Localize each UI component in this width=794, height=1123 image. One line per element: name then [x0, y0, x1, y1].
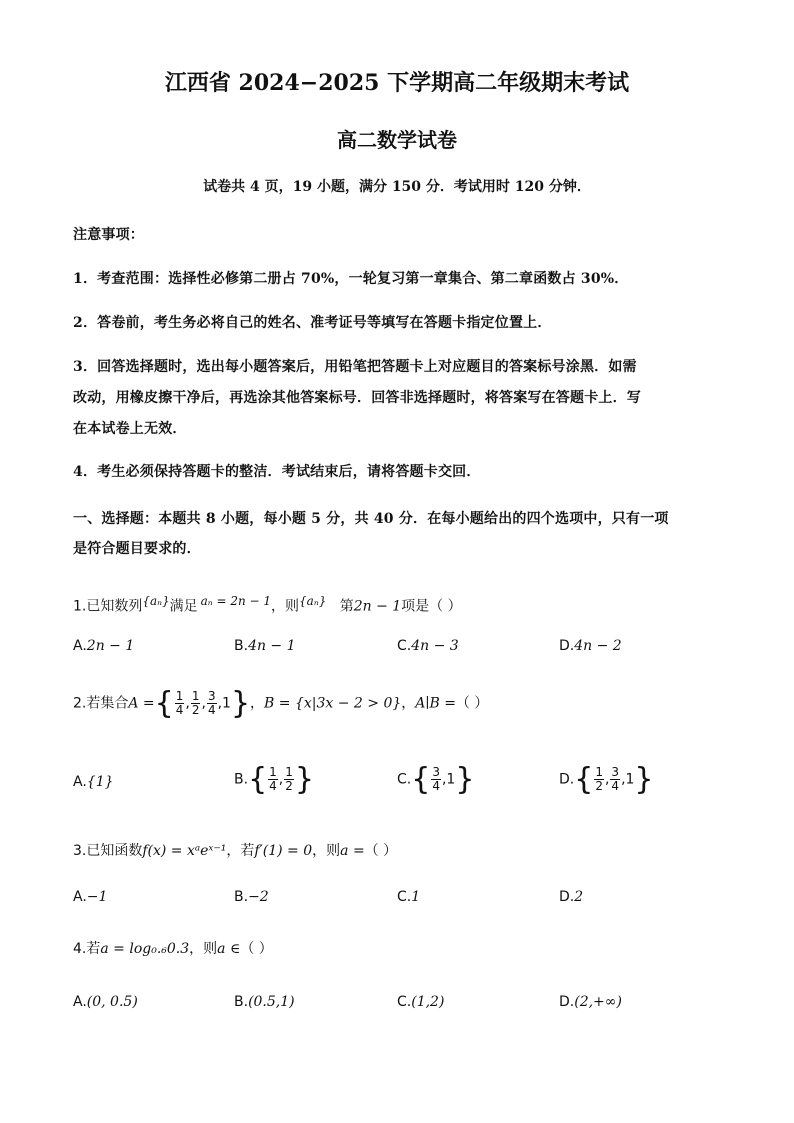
section-1-heading-line-1: 一、选择题：本题共 8 小题，每小题 5 分，共 40 分．在每小题给出的四个选项中，只有一项 [73, 511, 669, 527]
q2-option-d[interactable] [559, 762, 654, 797]
comma: , [278, 771, 284, 788]
question-3 [73, 840, 397, 860]
option-letter: C. [397, 889, 412, 905]
q4-option-b[interactable] [234, 994, 295, 1010]
q3-option-a[interactable] [73, 889, 107, 905]
q4-text-end: （ ） [240, 941, 273, 957]
q3-text-3: ，则 [312, 843, 341, 859]
fraction-1-2: $\frac{1}{2}$ [191, 689, 200, 717]
q4-option-c[interactable] [397, 994, 444, 1010]
q2-option-b[interactable] [234, 762, 314, 797]
q3-variable: a = [340, 843, 365, 859]
q2-sep-1: ， [250, 695, 265, 712]
brace-close: } [455, 762, 475, 797]
brace-close: } [230, 686, 251, 721]
q2-text-1: 2.若集合 [73, 695, 129, 712]
option-letter: D. [559, 638, 575, 654]
brace-open: { [574, 762, 594, 797]
option-value: (0, 0.5) [86, 994, 138, 1010]
q1-text-2: 满足 [169, 598, 198, 615]
brace-close: } [634, 762, 654, 797]
option-value: (1,2) [411, 994, 445, 1010]
fraction-1-2: $\frac{1}{2}$ [285, 765, 293, 793]
brace-open: { [248, 762, 268, 797]
option-value: 4n − 2 [574, 638, 622, 654]
option-letter: B. [234, 638, 249, 654]
option-letter: A. [73, 774, 87, 790]
q2-set-b: B = {x|3x − 2 > 0} [264, 695, 402, 712]
fraction-3-4: $\frac{3}{4}$ [432, 765, 440, 793]
q1-sequence-2: {aₙ} [299, 594, 327, 608]
comma: , [604, 771, 610, 788]
exam-subtitle: 高二数学试卷 [337, 128, 457, 152]
q1-option-b[interactable] [234, 638, 296, 654]
option-value: −1 [86, 889, 108, 905]
question-2: 2.若集合A ={ $\frac{1}{4}$ , $\frac{1}{2}$ , $\frac{3}{4}$ ,1}，B = {x|3x − 2 > 0}，A∣B =（ ） [73, 686, 489, 721]
notice-item-1: 1．考查范围：选择性必修第二册占 70%，一轮复习第一章集合、第二章函数占 30%． [73, 271, 629, 287]
set-element-one: ,1 [217, 695, 231, 712]
fraction-1-2: $\frac{1}{2}$ [595, 765, 603, 793]
q2-option-a[interactable] [73, 774, 114, 790]
option-letter: D. [559, 771, 575, 788]
q4-variable: a ∈ [217, 941, 241, 957]
question-4 [73, 938, 273, 958]
q1-term: 2n − 1 [353, 598, 402, 615]
fraction-3-4: $\frac{3}{4}$ [207, 689, 216, 717]
q2-expr: A∣B = [415, 695, 456, 712]
q3-option-b[interactable] [234, 889, 269, 905]
q3-text-1: 3.已知函数 [73, 843, 143, 859]
q1-sequence: {aₙ} [142, 594, 170, 608]
option-value: 2n − 1 [86, 638, 135, 654]
fraction-1-4: $\frac{1}{4}$ [175, 689, 184, 717]
brace-close: } [294, 762, 314, 797]
option-letter: B. [234, 994, 249, 1010]
q3-function: f(x) = xᵃeˣ⁻¹ [142, 843, 227, 859]
option-letter: B. [234, 889, 249, 905]
set-element-one: ,1 [441, 771, 456, 788]
q1-text-3: ，则 [271, 598, 300, 615]
section-1-heading-line-2: 是符合题目要求的． [73, 541, 201, 557]
q1-formula: aₙ = 2n − 1 [200, 594, 272, 608]
q1-text-5: 项是（ ） [401, 598, 462, 615]
option-letter: C. [397, 994, 412, 1010]
notice-item-3-line-1: 3．回答选择题时，选出每小题答案后，用铅笔把答题卡上对应题目的答案标号涂黑．如需 [73, 359, 637, 375]
q3-text-end: （ ） [364, 843, 398, 859]
option-value: −2 [248, 889, 269, 905]
option-value: 4n − 1 [248, 638, 296, 654]
q4-expression: a = log₀.₆0.3 [100, 941, 190, 957]
option-letter: C. [397, 771, 412, 788]
brace-open: { [411, 762, 431, 797]
exam-title: 江西省 2024−2025 下学期高二年级期末考试 [164, 70, 630, 96]
notice-item-4: 4．考生必须保持答题卡的整洁．考试结束后，请将答题卡交回． [73, 464, 481, 480]
option-letter: B. [234, 771, 249, 788]
notice-item-3-line-3: 在本试卷上无效． [73, 421, 187, 437]
q3-option-c[interactable] [397, 889, 420, 905]
q1-text-1: 1.已知数列 [73, 598, 143, 615]
option-value: 2 [574, 889, 584, 905]
option-value: {1} [86, 774, 114, 790]
q4-text-1: 4.若 [73, 941, 101, 957]
fraction-3-4: $\frac{3}{4}$ [611, 765, 620, 793]
option-letter: A. [73, 638, 87, 654]
notice-heading: 注意事项： [73, 227, 144, 243]
option-letter: C. [397, 638, 412, 654]
q1-option-d[interactable] [559, 638, 622, 654]
q2-set-a-lhs: A = [128, 695, 155, 712]
option-letter: D. [559, 994, 575, 1010]
q1-option-c[interactable] [397, 638, 459, 654]
q2-sep-2: ， [401, 695, 416, 712]
q3-text-2: ，若 [226, 843, 255, 859]
q1-text-4: 第 [339, 598, 354, 615]
q4-text-2: ，则 [189, 941, 218, 957]
option-letter: A. [73, 889, 87, 905]
fraction-1-4: $\frac{1}{4}$ [269, 765, 277, 793]
notice-item-3-line-2: 改动，用橡皮擦干净后，再选涂其他答案标号．回答非选择题时，将答案写在答题卡上．写 [73, 390, 641, 406]
option-letter: A. [73, 994, 87, 1010]
option-value: 4n − 3 [411, 638, 459, 654]
option-value: (2,+∞) [574, 994, 622, 1010]
exam-info: 试卷共 4 页，19 小题，满分 150 分．考试用时 120 分钟． [203, 179, 591, 195]
set-element-one: ,1 [621, 771, 635, 788]
option-value: (0.5,1) [248, 994, 295, 1010]
q1-option-a[interactable] [73, 638, 134, 654]
option-letter: D. [559, 889, 575, 905]
question-1 [73, 594, 462, 616]
q2-option-c[interactable] [397, 762, 474, 797]
q2-text-end: （ ） [455, 695, 489, 712]
q3-condition: f′(1) = 0 [254, 843, 313, 859]
q4-option-a[interactable] [73, 994, 138, 1010]
option-value: 1 [411, 889, 421, 905]
brace-open: { [154, 686, 174, 721]
notice-item-2: 2．答卷前，考生务必将自己的姓名、准考证号等填写在答题卡指定位置上． [73, 315, 552, 331]
q4-option-d[interactable] [559, 994, 622, 1010]
q3-option-d[interactable] [559, 889, 583, 905]
